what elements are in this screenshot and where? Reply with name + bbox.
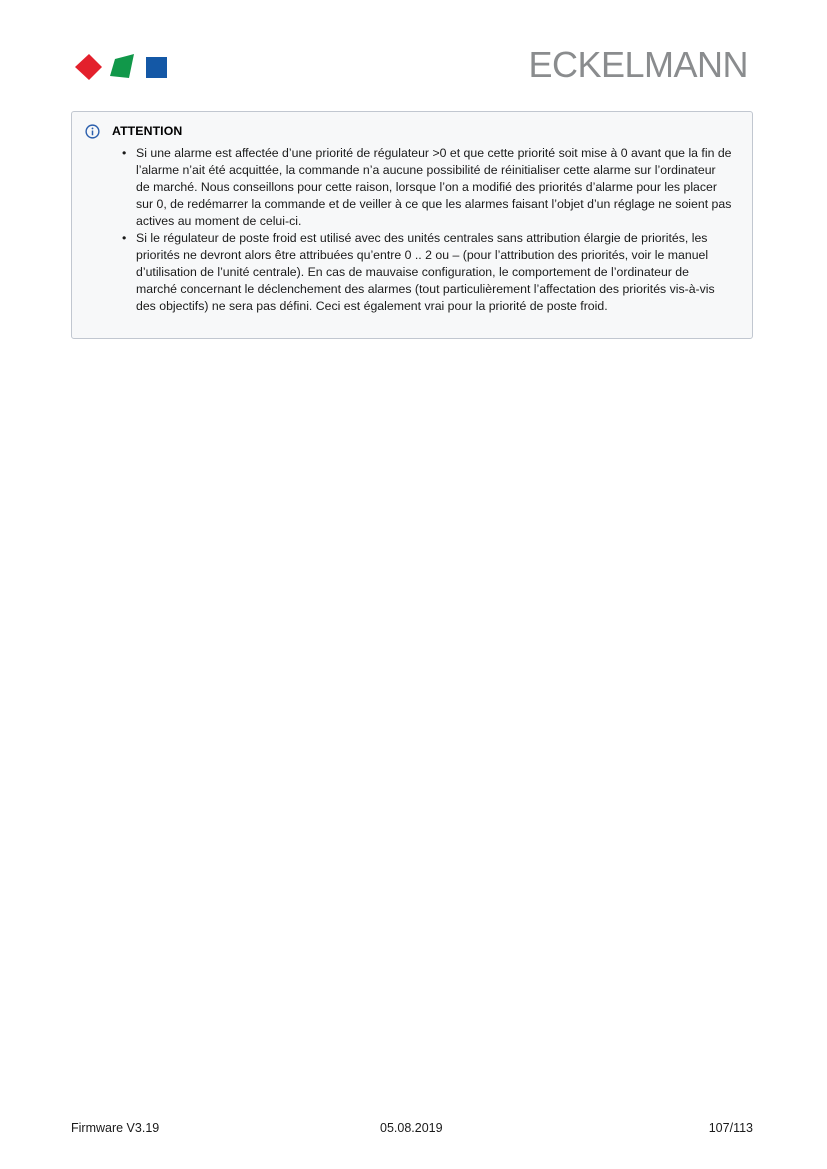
attention-item [122, 230, 732, 315]
attention-item-text: Si le régulateur de poste froid est utilisé avec des unités centrales sans attribution élargie de priorités, les priorités ne devront alors être attribuées qu’entre 0 .. 2 ou – (pour l’attribution des priorités, voir le manuel d’utilisation de l’unité centrale). En cas de mauvaise configuration, le comportement de l’ordinateur de marché concernant le déclenchement des alarmes (tout particulièrement l’affectation des priorités vis-à-vis des objectifs) ne sera pas défini. Ceci est également vrai pour la priorité de poste froid. [136, 231, 715, 313]
document-date: 05.08.2019 [380, 1121, 443, 1135]
bullet: • [122, 231, 127, 245]
company-logo [73, 50, 169, 82]
logo-blue-square [146, 57, 167, 78]
bullet: • [122, 146, 127, 160]
brand-wordmark: ECKELMANN [528, 44, 748, 85]
page-number: 107/113 [708, 1121, 753, 1135]
info-icon [85, 124, 100, 139]
logo-green-parallelogram [110, 54, 134, 78]
attention-title: ATTENTION [112, 124, 183, 138]
firmware-version: Firmware V3.19 [71, 1121, 160, 1135]
attention-item [122, 145, 732, 230]
logo-red-diamond [75, 54, 102, 80]
attention-item-text: Si une alarme est affectée d’une priorité de régulateur >0 et que cette priorité soit mise à 0 avant que la fin de l’alarme n’ait été acquittée, la commande n’a aucune possibilité de réinitialiser cette alarme sur l’ordinateur de marché. Nous conseillons pour cette raison, lorsque l’on a modifié des priorités d’alarme pour les placer sur 0, de redémarrer la commande et de veiller à ce que les alarmes faisant l’objet d’un réglage ne soient pas actives au moment de celui-ci. [136, 146, 732, 228]
attention-list [122, 145, 732, 315]
attention-panel [71, 111, 753, 339]
